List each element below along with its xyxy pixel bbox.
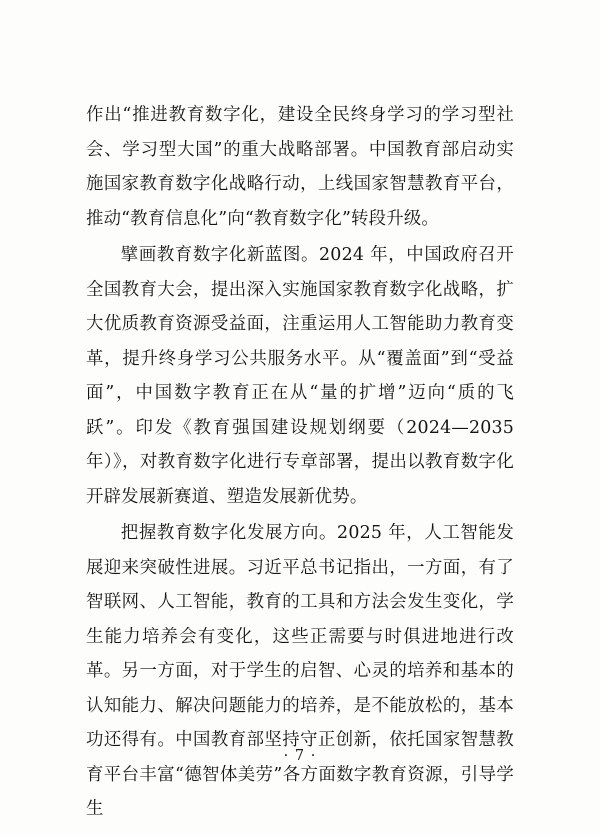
page-text-body bbox=[86, 98, 520, 829]
paragraph-1: 作出“推进教育数字化，建设全民终身学习的学习型社会、学习型大国”的重大战略部署。中国教育部启动实施国家教育数字化战略行动，上线国家智慧教育平台，推动“教育信息化”向“教育数字化”转段升级。 bbox=[86, 105, 514, 229]
paragraph-2: 擘画教育数字化新蓝图。2024 年，中国政府召开全国教育大会，提出深入实施国家教育数字化战略，扩大优质教育资源受益面，注重运用人工智能助力教育变革，提升终身学习公共服务水平。从“覆盖面”到“受益面”，中国数字教育正在从“量的扩增”迈向“质的飞跃”。印发《教育强国建设规划纲要（2024—2035 年）》，对教育数字化进行专章部署，提出以教育数字化开辟发展新赛道、塑造发展新优势。 bbox=[86, 245, 520, 507]
paragraph-3: 把握教育数字化发展方向。2025 年，人工智能发展迎来突破性进展。习近平总书记指出，一方面，有了智联网、人工智能，教育的工具和方法会发生变化，学生能力培养会有变化，这些正需要与时俱进地进行改革。另一方面，对于学生的启智、心灵的培养和基本的认知能力、解决问题能力的培养，是不能放松的，基本功还得有。中国教育部坚持守正创新，依托国家智慧教育平台丰富“德智体美劳”各方面数字教育资源，引导学生 bbox=[86, 523, 514, 819]
page-number: · 7 · bbox=[283, 748, 317, 764]
